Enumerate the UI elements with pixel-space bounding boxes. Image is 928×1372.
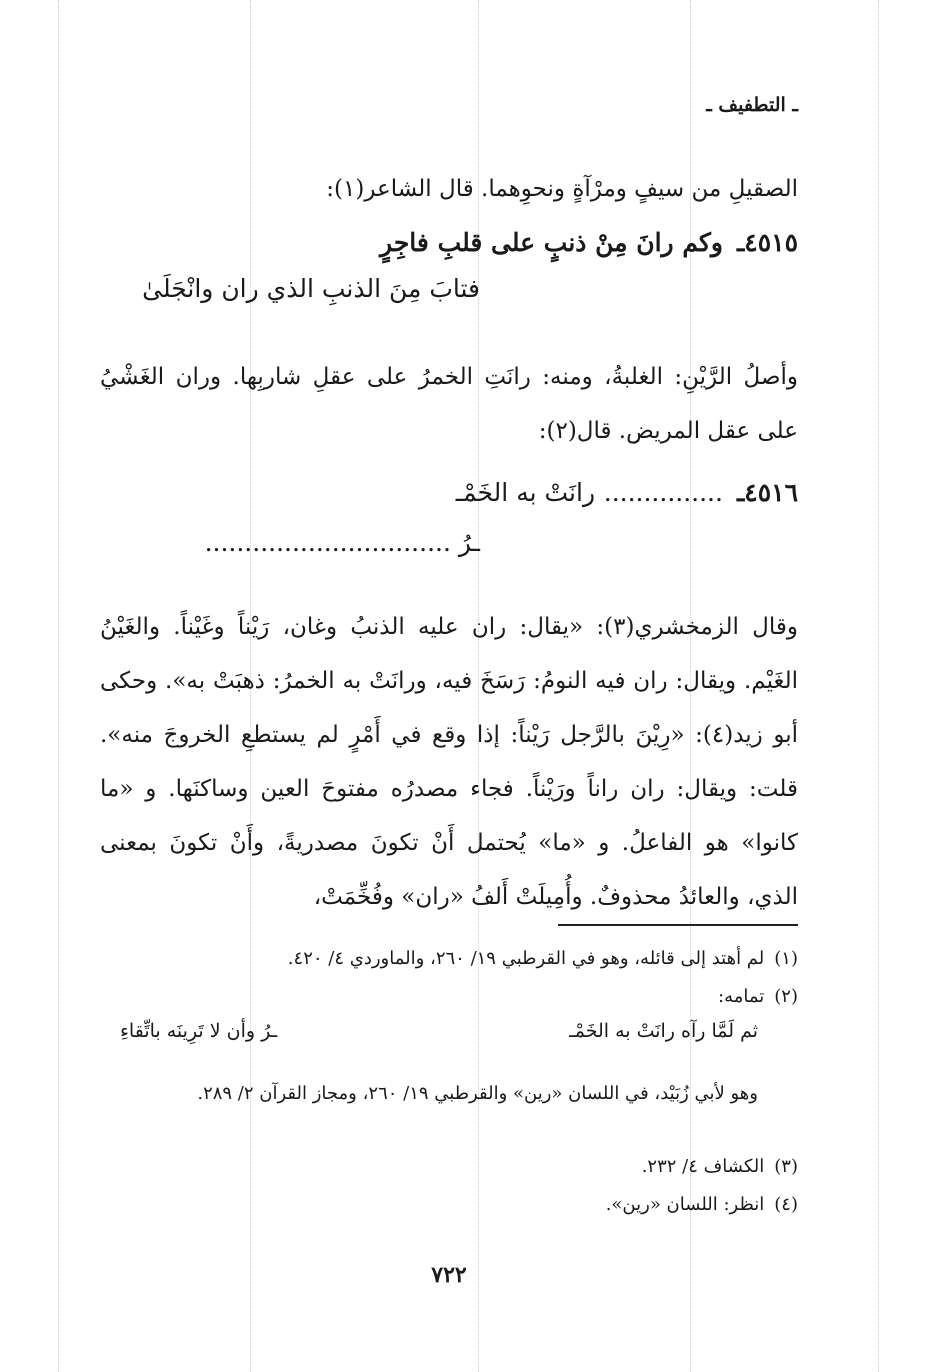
footnote-3	[100, 1152, 798, 1182]
verse-ellipsis: ...............................	[204, 528, 451, 557]
verse-number: ٤٥١٥ـ	[736, 228, 798, 257]
running-header: ـ التطفيف ـ	[706, 94, 798, 116]
verse-hemistich-2: ـرُ وأن لا تَرِينَه باتِّقاءِ	[120, 1020, 278, 1042]
verse-hemistich-1: رانَتْ به الخَمْـ	[455, 478, 596, 507]
verse-4515-line1	[100, 228, 798, 257]
book-page	[100, 0, 798, 1372]
footnote-separator	[558, 924, 798, 926]
verse-hemistich-2: ـرُ	[458, 528, 480, 557]
paragraph-2: وقال الزمخشري(٣): «يقال: ران عليه الذنبُ وغان، رَيْناً وغَيْناً. والغَيْنُ الغَيْم. ويقال: ران فيه النومُ: رَسَخَ فيه، ورانَتْ به الخمرُ: ذهبَتْ به». وحكى أبو زيد(٤): «رِيْنَ بالرَّجل رَيْناً: إذا وقع في أَمْرٍ لم يستطعِ الخروجَ منه». قلت: ويقال: ران راناً ورَيْناً. فجاء مصدرُه مفتوحَ العين وساكنَها. و «ما كانوا» هو الفاعلُ. و «ما» يُحتمل أَنْ تكونَ مصدريةً، وأَنْ تكونَ بمعنى الذي، والعائدُ محذوفٌ. وأُمِيلَتْ أَلفُ «ران» وفُخِّمَتْ،	[100, 614, 798, 910]
footnote-text: تمامه:	[718, 986, 765, 1007]
verse-hemistich-1: وكم رانَ مِنْ ذنبٍ على قلبِ فاجِرٍ	[380, 228, 723, 257]
verse-4515-line2: فتابَ مِنَ الذنبِ الذي ران وانْجَلَىٰ	[142, 274, 480, 303]
footnote-text: لم أهتد إلى قائله، وهو في القرطبي ١٩/ ٢٦٠، والماوردي ٤/ ٤٢٠.	[287, 948, 765, 969]
footnote-2-verse	[120, 1020, 758, 1042]
verse-number: ٤٥١٦ـ	[736, 478, 798, 507]
margin-guide-line	[58, 0, 59, 1372]
footnote-text: الكشاف ٤/ ٢٣٢.	[641, 1156, 765, 1177]
footnote-text: انظر: اللسان «رين».	[605, 1194, 765, 1215]
footnote-1	[100, 944, 798, 974]
footnote-2	[100, 982, 798, 1012]
paragraph-1: وأصلُ الرَّيْنِ: الغلبةُ، ومنه: رانَتِ الخمرُ على عقلِ شاربِها. وران الغَشْيُ على عقل المريض. قال(٢):	[100, 364, 799, 444]
footnote-number: (٣)	[774, 1156, 798, 1177]
verse-4516-line2	[100, 528, 480, 557]
intro-line: الصقيلِ من سيفٍ ومرْآةٍ ونحوِهما. قال الشاعر(١):	[326, 176, 798, 202]
verse-4516-line1	[100, 478, 798, 507]
footnote-4	[100, 1190, 798, 1220]
page-number: ٧٢٢	[431, 1262, 467, 1288]
footnote-number: (٢)	[774, 986, 798, 1007]
verse-hemistich-1: ثم لَمَّا رآه رانَتْ به الخَمْـ	[569, 1020, 758, 1042]
verse-ellipsis: ...............	[603, 478, 723, 507]
footnote-number: (٤)	[774, 1194, 798, 1215]
footnote-number: (١)	[774, 948, 798, 969]
margin-guide-line	[878, 0, 879, 1372]
footnote-2-text: وهو لأبي زُبَيْد، في اللسان «رين» والقرطبي ١٩/ ٢٦٠، ومجاز القرآن ٢/ ٢٨٩.	[197, 1083, 758, 1104]
